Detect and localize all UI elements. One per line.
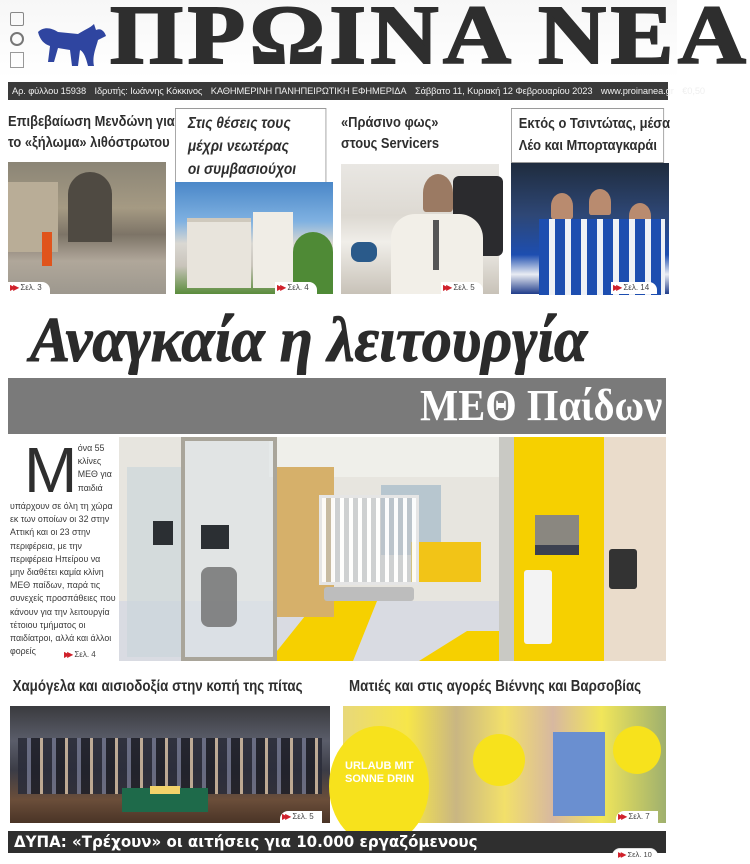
bull-logo-icon (34, 22, 108, 70)
teaser-football[interactable] (511, 108, 669, 294)
teaser-servicers[interactable] (341, 108, 499, 294)
double-chevron-right-icon: ▶▶ (443, 283, 450, 292)
teaser-photo-man (341, 164, 499, 294)
page-ref[interactable]: ▶▶ Σελ. 7 (616, 811, 658, 823)
double-chevron-right-icon: ▶▶ (64, 650, 71, 659)
lead-text (10, 434, 122, 662)
teaser-headline: Στις θέσεις τους μέχρι νεωτέρας οι συμβασιούχοι (175, 108, 326, 183)
banner-headline: ΔΥΠΑ: «Τρέχουν» οι αιτήσεις για 10.000 εργαζόμενους (14, 832, 478, 851)
subheadline-bar (8, 378, 666, 434)
double-chevron-right-icon: ▶▶ (277, 283, 284, 292)
teaser-headline: Εκτός ο Τσιντώτας, μέσα Λέο και Μπορταγκαράι (511, 108, 664, 163)
expo-sign: URLAUB MIT SONNE DRIN (329, 726, 429, 846)
story-pita-cutting[interactable] (10, 676, 330, 826)
main-subheadline: ΜΕΘ Παίδων (419, 381, 662, 430)
elta-seal-icon (10, 12, 24, 26)
double-chevron-right-icon: ▶▶ (613, 283, 620, 292)
teaser-headline: Επιβεβαίωση Μενδώνη για το «ξήλωμα» λιθόστρωτου (8, 113, 175, 151)
teaser-photo-players (511, 163, 669, 294)
masthead (0, 0, 750, 82)
main-headline[interactable]: Αναγκαία η λειτουργία (30, 304, 588, 375)
double-chevron-right-icon: ▶▶ (10, 283, 17, 292)
story-photo-group (10, 706, 330, 823)
double-chevron-right-icon: ▶▶ (282, 812, 289, 821)
bottom-banner[interactable] (8, 831, 666, 853)
website-link[interactable]: www.proinanea.gr (600, 86, 674, 96)
teaser-contractors[interactable] (175, 108, 333, 294)
teaser-photo-cobblestone (8, 162, 166, 294)
double-chevron-right-icon: ▶▶ (618, 812, 625, 821)
page-ref[interactable]: ▶▶ Σελ. 4 (64, 650, 96, 659)
issue-date: Σάββατο 11, Κυριακή 12 Φεβρουαρίου 2023 (414, 86, 593, 96)
tagline: ΚΑΘΗΜΕΡΙΝΗ ΠΑΝΗΠΕΙΡΩΤΙΚΗ ΕΦΗΜΕΡΙΔΑ (210, 86, 407, 96)
page-ref[interactable]: ▶▶ Σελ. 10 (612, 848, 658, 860)
founder: Ιδρυτής: Ιωάννης Κόκκινος (94, 86, 203, 96)
main-photo-icu (119, 437, 666, 661)
drop-cap: Μ (24, 434, 78, 506)
story-vienna-warsaw[interactable] (343, 676, 666, 826)
page-ref[interactable]: ▶▶ Σελ. 4 (275, 282, 317, 294)
page-ref[interactable]: ▶▶ Σελ. 5 (441, 282, 483, 294)
lead-body: όνα 55 κλίνες ΜΕΘ για παιδιά υπάρχουν σε όλη τη χώρα εκ των οποίων οι 32 στην Αττική και οι 23 στην περιφέρεια, με την περιφέρεια Ηπείρου να μην διαθέτει καμία κλίνη ΜΕΘ παίδων, παρά τις συνεχείς προσπάθειες που κάνουν για την λειτουργία τέτοιου τμήματος οι παιδίατροι, αλλά και άλλοι φορείς (10, 443, 116, 657)
round-seal-icon (10, 32, 24, 46)
page-ref[interactable]: ▶▶ Σελ. 3 (8, 282, 50, 294)
teaser-mendoni[interactable] (8, 108, 175, 294)
newspaper-title: ΠΡΩΙΝΑ ΝΕΑ (110, 0, 750, 82)
info-bar (8, 82, 705, 100)
page-ref[interactable]: ▶▶ Σελ. 5 (280, 811, 322, 823)
teaser-photo-hospital (175, 182, 333, 294)
story-headline: Ματιές και στις αγορές Βιέννης και Βαρσοβίας (349, 678, 642, 695)
double-chevron-right-icon: ▶▶ (618, 850, 624, 859)
publisher-seals (8, 10, 26, 72)
story-photo-expo (343, 706, 666, 823)
teaser-headline: «Πράσινο φως» στους Servicers (341, 114, 440, 152)
story-headline: Χαμόγελα και αισιοδοξία στην κοπή της πίτας (12, 678, 303, 695)
issue-number: Αρ. φύλλου 15938 (12, 86, 87, 96)
square-seal-icon (10, 52, 24, 68)
price: €0,50 (682, 86, 705, 96)
page-ref[interactable]: ▶▶ Σελ. 14 (611, 282, 657, 294)
